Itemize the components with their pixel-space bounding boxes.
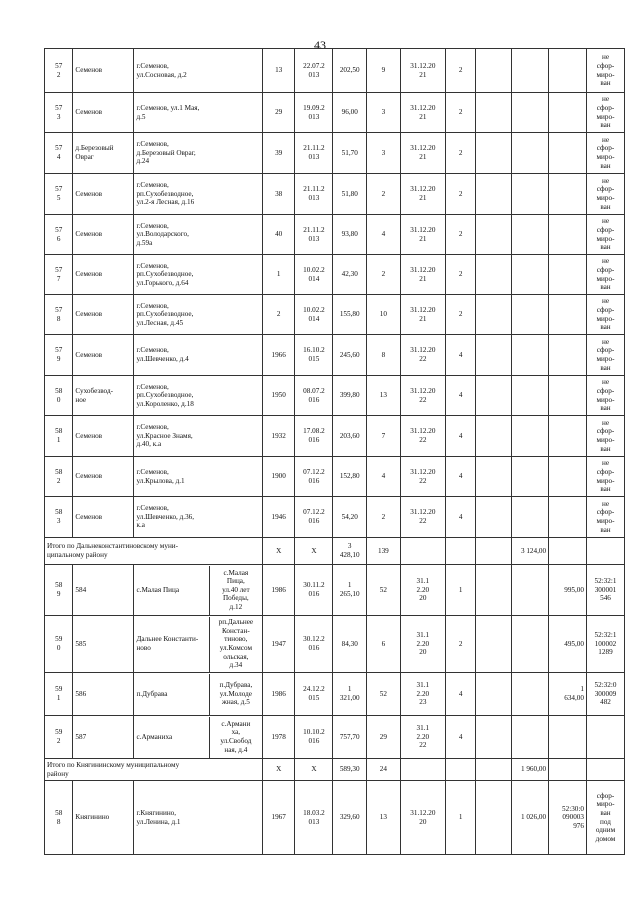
locality-cell: 584 <box>73 565 134 616</box>
cadastral-cell: не сфор- миро- ван <box>586 295 624 335</box>
deadline-cell: 31.12.20 20 <box>400 781 445 855</box>
total-label: Итого по Дальнеконстантиновскому муни- ципальному району <box>45 538 263 565</box>
year-cell: X <box>262 538 295 565</box>
residents-cell: 13 <box>367 376 401 416</box>
stage-cell: 2 <box>445 174 476 215</box>
date-cell: 30.11.2 016 <box>295 565 333 616</box>
stage-cell: 4 <box>445 497 476 538</box>
total-row <box>45 759 625 781</box>
value-cell: 495,00 <box>549 616 587 673</box>
locality-cell: Семенов <box>73 215 134 255</box>
extra-cell <box>476 616 512 673</box>
value-cell <box>549 295 587 335</box>
deadline-cell: 31.1 2.20 23 <box>400 673 445 716</box>
cost-cell <box>512 335 549 376</box>
date-cell: 21.11.2 013 <box>295 174 333 215</box>
cadastral-cell: не сфор- миро- ван <box>586 497 624 538</box>
residents-cell: 2 <box>367 255 401 295</box>
residents-cell: 3 <box>367 133 401 174</box>
row-number-cell: 59 2 <box>45 716 73 759</box>
deadline-cell: 31.1 2.20 22 <box>400 716 445 759</box>
cost-cell <box>512 295 549 335</box>
extra-cell <box>476 335 512 376</box>
address-cell: г.Семенов, ул.1 Мая, д.5 <box>134 93 262 133</box>
cost-cell <box>512 93 549 133</box>
page-number: 43 <box>314 38 326 52</box>
stage-cell: 1 <box>445 565 476 616</box>
area-cell: 3 428,10 <box>333 538 367 565</box>
stage-cell <box>445 759 476 781</box>
value-cell <box>549 538 587 565</box>
area-cell: 51,80 <box>333 174 367 215</box>
date-cell: X <box>295 759 333 781</box>
address-cell: г.Семенов, ул.Сосновая, д.2 <box>134 49 262 93</box>
area-cell: 152,80 <box>333 457 367 497</box>
table-row <box>45 174 625 215</box>
cadastral-cell: не сфор- миро- ван <box>586 416 624 457</box>
extra-cell <box>476 255 512 295</box>
residents-cell: 29 <box>367 716 401 759</box>
deadline-cell: 31.12.20 22 <box>400 335 445 376</box>
street-address: с.Малая Пица, ул.40 лет Победы, д.12 <box>209 566 262 615</box>
locality-cell: Сухобезвод- ное <box>73 376 134 416</box>
cadastral-cell: не сфор- миро- ван <box>586 376 624 416</box>
area-cell: 54,20 <box>333 497 367 538</box>
cost-cell: 3 124,00 <box>512 538 549 565</box>
residents-cell: 4 <box>367 215 401 255</box>
table-row <box>45 255 625 295</box>
residents-cell: 4 <box>367 457 401 497</box>
locality-cell: д.Березовый Овраг <box>73 133 134 174</box>
address-cell: г.Семенов, ул.Володарского, д.59а <box>134 215 262 255</box>
deadline-cell <box>400 759 445 781</box>
deadline-cell: 31.12.20 21 <box>400 255 445 295</box>
row-number-cell: 58 3 <box>45 497 73 538</box>
value-cell <box>549 255 587 295</box>
total-row <box>45 538 625 565</box>
cost-cell <box>512 133 549 174</box>
cadastral-cell: не сфор- миро- ван <box>586 133 624 174</box>
residents-cell: 52 <box>367 565 401 616</box>
year-cell: 1966 <box>262 335 295 376</box>
cadastral-cell: не сфор- миро- ван <box>586 457 624 497</box>
area-cell: 93,80 <box>333 215 367 255</box>
row-number-cell: 57 8 <box>45 295 73 335</box>
locality-cell: Семенов <box>73 93 134 133</box>
deadline-cell: 31.12.20 21 <box>400 93 445 133</box>
row-number-cell: 58 0 <box>45 376 73 416</box>
locality-cell: Семенов <box>73 295 134 335</box>
row-number-cell: 57 4 <box>45 133 73 174</box>
locality-cell: 587 <box>73 716 134 759</box>
extra-cell <box>476 759 512 781</box>
area-cell: 202,50 <box>333 49 367 93</box>
deadline-cell: 31.12.20 21 <box>400 174 445 215</box>
value-cell <box>549 215 587 255</box>
settlement-name: с.Арманиха <box>136 732 173 741</box>
residents-cell: 3 <box>367 93 401 133</box>
residents-cell: 2 <box>367 497 401 538</box>
stage-cell: 4 <box>445 376 476 416</box>
locality-cell: Семенов <box>73 49 134 93</box>
table-row <box>45 335 625 376</box>
address-cell: г.Княгинино, ул.Ленина, д.1 <box>134 781 262 855</box>
area-cell: 329,60 <box>333 781 367 855</box>
residents-cell: 10 <box>367 295 401 335</box>
deadline-cell: 31.1 2.20 20 <box>400 616 445 673</box>
value-cell <box>549 93 587 133</box>
year-cell: 38 <box>262 174 295 215</box>
table-row <box>45 497 625 538</box>
table-row <box>45 673 625 716</box>
extra-cell <box>476 457 512 497</box>
extra-cell <box>476 416 512 457</box>
stage-cell: 4 <box>445 335 476 376</box>
stage-cell: 4 <box>445 416 476 457</box>
value-cell <box>549 497 587 538</box>
year-cell: X <box>262 759 295 781</box>
cost-cell: 1 960,00 <box>512 759 549 781</box>
residents-cell: 13 <box>367 781 401 855</box>
locality-cell: Семенов <box>73 174 134 215</box>
year-cell: 1967 <box>262 781 295 855</box>
area-cell: 399,80 <box>333 376 367 416</box>
cost-cell <box>512 673 549 716</box>
extra-cell <box>476 538 512 565</box>
area-cell: 589,30 <box>333 759 367 781</box>
year-cell: 1 <box>262 255 295 295</box>
cost-cell <box>512 255 549 295</box>
address-cell: г.Семенов, ул.Красное Знамя, д.40, к.а <box>134 416 262 457</box>
extra-cell <box>476 215 512 255</box>
date-cell: 10.02.2 014 <box>295 295 333 335</box>
year-cell: 29 <box>262 93 295 133</box>
stage-cell: 1 <box>445 781 476 855</box>
stage-cell: 2 <box>445 133 476 174</box>
row-number-cell: 59 0 <box>45 616 73 673</box>
area-cell: 757,70 <box>333 716 367 759</box>
cadastral-cell: 52:32:1 100002 1289 <box>586 616 624 673</box>
address-cell: г.Семенов, д.Березовый Овраг, д.24 <box>134 133 262 174</box>
stage-cell: 2 <box>445 215 476 255</box>
locality-cell: Семенов <box>73 416 134 457</box>
table-row <box>45 93 625 133</box>
area-cell: 245,60 <box>333 335 367 376</box>
extra-cell <box>476 497 512 538</box>
stage-cell: 2 <box>445 616 476 673</box>
cost-cell <box>512 616 549 673</box>
address-cell: г.Семенов, рп.Сухобезводное, ул.Лесная, д.45 <box>134 295 262 335</box>
row-number-cell: 58 9 <box>45 565 73 616</box>
row-number-cell: 57 3 <box>45 93 73 133</box>
stage-cell: 4 <box>445 457 476 497</box>
year-cell: 1950 <box>262 376 295 416</box>
cadastral-cell <box>586 538 624 565</box>
year-cell: 13 <box>262 49 295 93</box>
value-cell <box>549 759 587 781</box>
area-cell: 1 265,10 <box>333 565 367 616</box>
date-cell: 24.12.2 015 <box>295 673 333 716</box>
residents-cell: 52 <box>367 673 401 716</box>
value-cell <box>549 133 587 174</box>
stage-cell: 2 <box>445 255 476 295</box>
cadastral-cell <box>586 716 624 759</box>
area-cell: 84,30 <box>333 616 367 673</box>
date-cell: 08.07.2 016 <box>295 376 333 416</box>
cost-cell <box>512 457 549 497</box>
date-cell: 10.10.2 016 <box>295 716 333 759</box>
cadastral-cell <box>586 759 624 781</box>
extra-cell <box>476 716 512 759</box>
address-cell: г.Семенов, рп.Сухобезводное, ул.Короленко, д.18 <box>134 376 262 416</box>
date-cell: 21.11.2 013 <box>295 215 333 255</box>
cadastral-cell: не сфор- миро- ван <box>586 255 624 295</box>
cost-cell <box>512 565 549 616</box>
address-cell: г.Семенов, рп.Сухобезводное, ул.2-я Лесная, д.16 <box>134 174 262 215</box>
cost-cell <box>512 215 549 255</box>
value-cell: 995,00 <box>549 565 587 616</box>
cost-cell: 1 026,00 <box>512 781 549 855</box>
cost-cell <box>512 416 549 457</box>
table-row <box>45 781 625 855</box>
year-cell: 1900 <box>262 457 295 497</box>
stage-cell: 2 <box>445 49 476 93</box>
cadastral-cell: не сфор- миро- ван <box>586 174 624 215</box>
residents-cell: 8 <box>367 335 401 376</box>
deadline-cell: 31.12.20 22 <box>400 457 445 497</box>
date-cell: 10.02.2 014 <box>295 255 333 295</box>
table-row <box>45 376 625 416</box>
locality-cell: Семенов <box>73 497 134 538</box>
extra-cell <box>476 376 512 416</box>
cost-cell <box>512 497 549 538</box>
extra-cell <box>476 781 512 855</box>
locality-cell: Княгинино <box>73 781 134 855</box>
housing-register-table <box>44 48 625 855</box>
address-cell <box>134 565 262 616</box>
table-row <box>45 133 625 174</box>
address-cell <box>134 673 262 716</box>
value-cell: 1 634,00 <box>549 673 587 716</box>
table-row <box>45 457 625 497</box>
locality-cell: 585 <box>73 616 134 673</box>
row-number-cell: 57 5 <box>45 174 73 215</box>
date-cell: 18.03.2 013 <box>295 781 333 855</box>
year-cell: 1932 <box>262 416 295 457</box>
value-cell <box>549 716 587 759</box>
area-cell: 42,30 <box>333 255 367 295</box>
row-number-cell: 58 1 <box>45 416 73 457</box>
extra-cell <box>476 174 512 215</box>
row-number-cell: 57 6 <box>45 215 73 255</box>
deadline-cell: 31.12.20 22 <box>400 376 445 416</box>
street-address: п.Дубрава, ул.Молоде жная, д.5 <box>209 674 262 715</box>
deadline-cell: 31.12.20 22 <box>400 497 445 538</box>
year-cell: 1978 <box>262 716 295 759</box>
deadline-cell: 31.12.20 21 <box>400 215 445 255</box>
extra-cell <box>476 49 512 93</box>
settlement-name: Дальнее Константи- ново <box>136 635 199 652</box>
value-cell <box>549 174 587 215</box>
stage-cell: 2 <box>445 295 476 335</box>
locality-cell: 586 <box>73 673 134 716</box>
cost-cell <box>512 174 549 215</box>
row-number-cell: 59 1 <box>45 673 73 716</box>
cost-cell <box>512 49 549 93</box>
deadline-cell: 31.12.20 21 <box>400 295 445 335</box>
row-number-cell: 57 7 <box>45 255 73 295</box>
stage-cell <box>445 538 476 565</box>
area-cell: 51,70 <box>333 133 367 174</box>
table-row <box>45 565 625 616</box>
cost-cell <box>512 376 549 416</box>
date-cell: 21.11.2 013 <box>295 133 333 174</box>
street-address: с.Армани ха, ул.Свобод ная, д.4 <box>209 717 262 758</box>
residents-cell: 9 <box>367 49 401 93</box>
residents-cell: 2 <box>367 174 401 215</box>
date-cell: 16.10.2 015 <box>295 335 333 376</box>
cadastral-cell: не сфор- миро- ван <box>586 215 624 255</box>
locality-cell: Семенов <box>73 255 134 295</box>
row-number-cell: 58 8 <box>45 781 73 855</box>
table-row <box>45 49 625 93</box>
address-cell: г.Семенов, ул.Шевченко, д.36, к.а <box>134 497 262 538</box>
date-cell: 07.12.2 016 <box>295 457 333 497</box>
deadline-cell <box>400 538 445 565</box>
cadastral-cell: не сфор- миро- ван <box>586 49 624 93</box>
extra-cell <box>476 565 512 616</box>
value-cell <box>549 416 587 457</box>
total-label: Итого по Княгининскому муниципальному району <box>45 759 263 781</box>
address-cell <box>134 716 262 759</box>
deadline-cell: 31.12.20 21 <box>400 133 445 174</box>
year-cell: 1986 <box>262 673 295 716</box>
stage-cell: 4 <box>445 673 476 716</box>
extra-cell <box>476 133 512 174</box>
residents-cell: 6 <box>367 616 401 673</box>
cadastral-cell: не сфор- миро- ван <box>586 93 624 133</box>
settlement-name: с.Малая Пица <box>136 585 180 594</box>
row-number-cell: 58 2 <box>45 457 73 497</box>
year-cell: 39 <box>262 133 295 174</box>
date-cell: 19.09.2 013 <box>295 93 333 133</box>
value-cell <box>549 376 587 416</box>
area-cell: 155,80 <box>333 295 367 335</box>
stage-cell: 2 <box>445 93 476 133</box>
stage-cell: 4 <box>445 716 476 759</box>
value-cell <box>549 335 587 376</box>
deadline-cell: 31.1 2.20 20 <box>400 565 445 616</box>
address-cell: г.Семенов, рп.Сухобезводное, ул.Горького, д.64 <box>134 255 262 295</box>
residents-cell: 139 <box>367 538 401 565</box>
value-cell <box>549 457 587 497</box>
year-cell: 1986 <box>262 565 295 616</box>
address-cell: г.Семенов, ул.Шевченко, д.4 <box>134 335 262 376</box>
date-cell: 30.12.2 016 <box>295 616 333 673</box>
cadastral-cell: сфор- миро- ван под одним домом <box>586 781 624 855</box>
cadastral-cell: не сфор- миро- ван <box>586 335 624 376</box>
address-cell <box>134 616 262 673</box>
row-number-cell: 57 9 <box>45 335 73 376</box>
address-cell: г.Семенов, ул.Крылова, д.1 <box>134 457 262 497</box>
table-row <box>45 416 625 457</box>
date-cell: 17.08.2 016 <box>295 416 333 457</box>
value-cell <box>549 49 587 93</box>
date-cell: 07.12.2 016 <box>295 497 333 538</box>
locality-cell: Семенов <box>73 335 134 376</box>
extra-cell <box>476 93 512 133</box>
date-cell: 22.07.2 013 <box>295 49 333 93</box>
area-cell: 96,00 <box>333 93 367 133</box>
street-address: рп.Дальнее Констан- тиново, ул.Комсом ольская, д.34 <box>209 617 262 672</box>
table-row <box>45 616 625 673</box>
date-cell: X <box>295 538 333 565</box>
cadastral-cell: 52:32:0 300009 482 <box>586 673 624 716</box>
deadline-cell: 31.12.20 22 <box>400 416 445 457</box>
extra-cell <box>476 295 512 335</box>
year-cell: 40 <box>262 215 295 255</box>
cost-cell <box>512 716 549 759</box>
area-cell: 203,60 <box>333 416 367 457</box>
settlement-name: п.Дубрава <box>136 689 168 698</box>
table-row <box>45 295 625 335</box>
locality-cell: Семенов <box>73 457 134 497</box>
row-number-cell: 57 2 <box>45 49 73 93</box>
table-row <box>45 716 625 759</box>
value-cell: 52:30:0 090003 976 <box>549 781 587 855</box>
residents-cell: 24 <box>367 759 401 781</box>
residents-cell: 7 <box>367 416 401 457</box>
year-cell: 2 <box>262 295 295 335</box>
table-row <box>45 215 625 255</box>
year-cell: 1946 <box>262 497 295 538</box>
area-cell: 1 321,00 <box>333 673 367 716</box>
year-cell: 1947 <box>262 616 295 673</box>
extra-cell <box>476 673 512 716</box>
deadline-cell: 31.12.20 21 <box>400 49 445 93</box>
cadastral-cell: 52:32:1 300001 546 <box>586 565 624 616</box>
